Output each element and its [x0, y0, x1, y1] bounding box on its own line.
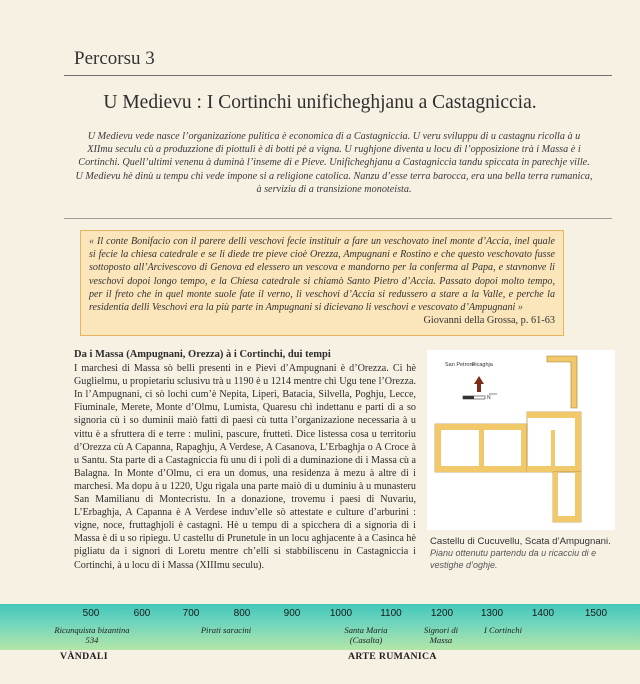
timeline-period: ARTE RUMANICA: [348, 651, 437, 662]
section-title: Percorsu 3: [74, 48, 155, 69]
quote-source: Giovanni della Grossa, p. 61-63: [423, 315, 555, 327]
timeline-year: 1500: [584, 608, 608, 619]
timeline-period: VÀNDALI: [60, 651, 108, 662]
timeline-year: 500: [82, 608, 100, 619]
header-rule: [64, 75, 612, 76]
legend-right-label: Ficaghja: [472, 362, 493, 368]
timeline-year: 1100: [380, 608, 402, 619]
page-title: U Medievu : I Cortinchi unificheghjanu a Castagniccia.: [103, 92, 537, 113]
timeline-year: 700: [182, 608, 200, 619]
timeline-year: 800: [233, 608, 251, 619]
body-column: [74, 348, 416, 572]
timeline-year: 900: [283, 608, 301, 619]
north-arrow-icon: [474, 376, 484, 392]
figure-caption-title: Castellu di Cucuvellu, Scata d’Ampugnani.: [430, 536, 611, 547]
scale-bar-icon: [463, 394, 497, 401]
legend-left-label: San Petrone: [445, 362, 476, 368]
timeline-year: 1400: [531, 608, 555, 619]
timeline-event: Signori di Massa: [423, 625, 459, 645]
figure-caption-subtitle: Pianu ottenutu partendu da u ricacciu di e vestighe d’oghje.: [430, 548, 597, 570]
timeline-year: 1300: [480, 608, 504, 619]
castle-plan-walls: [435, 412, 581, 522]
timeline-event: Pirati saracini: [200, 625, 252, 635]
timeline-event: Santa Maria (Casalta): [344, 625, 388, 645]
body-text: I marchesi di Massa sò belli presenti in e Pievi d’Ampugnani è d’Orezza. Ci hè Guglielmu, u propietariu sclusivu trà u 1190 è u 1214 mentre chì Ugu tene l’Orezza. In l’Ampugnani, ci sò lochi cum’è Nepita, Liperi, Batacia, Silvella, Poghju, Lecce, Fiuminale, Merete, Monte d’Olmu, Lumista, Quaresu chì indettanu e parti di a so signoria cù i so duminii maiò fatti di paesi cù tutta l’organizazione necessaria à u vittu è a sfruttera di e terre : mulini, pascure, frutteti. Dice listessa cosa u territoriu d’Orezza cù A Capanna, Rapaghju, A Verdese, A Casanova, L’Erbaghja o A Croce à u Santu. Sta parte di a Castagniccia fù unu di i poli di a duminazione di i Massa cù a Balagna. In Monte d’Olmu, ci era un domus, una residenza à mezu à altre di i marchesi. Ma dopu à u 1220, Ugu rigala una parte maiò di u duminiu à u munasteru San Mamilianu di Montecristu. In a donazione, trovemu i paesi di Nuvariu, L’Erbaghja, A Capanna è A Verdese induv’elle sò attestate e culture d’arburini : vigne, noce, fruttaghjoli è castagni. Hè u tempu di a spicchera di a signoria di i Massa è di u so ripiegu. U castellu di Prunetule in un locu aghjacente à a Casinca hè pigliatu da i signori di Loretu mentre ch’elli si stabbiliscenu in Castagniccia i Cortinchi, à u locu di i Massa (XIIImu seculu).: [74, 363, 416, 571]
timeline-year: 1000: [329, 608, 353, 619]
body-heading: Da i Massa (Ampugnani, Orezza) à i Cortinchi, dui tempi: [74, 349, 331, 360]
quote-box: [80, 230, 564, 336]
timeline-year: 1200: [430, 608, 454, 619]
timeline-event: Ricunquista bizantina 534: [54, 625, 130, 645]
intro-paragraph: U Medievu vede nasce l’organizazione pulitica è economica di a Castagniccia. U veru sviluppu di u castagnu ricolla à u XIImu seculu cù a produzzione di piottuli è di botti pè a vigna. U rughjone diventa u locu di l’opposizione trà i Massa è i Cortinchi. Quell’ultimi venenu à duminà l’inseme di e Pieve. Unificheghjanu a Castagniccia tandu spiccata in parechje ville. U Medievu hè dinù u tempu chì vede impone si a religione catolica. Nanzu d’esse terra barocca, era una bella terra rumanica, à serviziu di a transizione monoteista.: [75, 131, 593, 195]
svg-text:N: N: [487, 395, 491, 401]
castle-plan-figure: [427, 350, 615, 530]
quote-text: « Il conte Bonifacio con il parere delli veschovi fecie instituir a fare un veschovato inel monte d’Accia, inel quale si fecie la chiesa catedrale e se li diede tre pieve cioè Orezza, Ampugnani e Rostino e che questo veschovato fusse sottoposto all’Arcivescovo di Genova ed elessero un vescova e mandorno per la conferma al Papa, e stavnonve li veschovi dopoi longo tempo, e la Chiesa catedrale si chiamò Santo Pietro d’Accia. Passato dopoi molto tempo, per il freto che in quel monte suole fate il verno, li veschovi d’Accia si redussero a stare a la Valle, e perche la residentia delli Veschovi era la più parte in Ampugnani si dicievano li veschovi e vescovato d’Ampugnani »: [89, 236, 555, 314]
castle-plan-drawing: [427, 350, 615, 530]
timeline-year: 600: [133, 608, 151, 619]
timeline-band: [0, 604, 640, 650]
figure-caption: [430, 536, 620, 571]
intro-rule: [64, 218, 612, 219]
timeline-event: I Cortinchi: [484, 625, 522, 635]
